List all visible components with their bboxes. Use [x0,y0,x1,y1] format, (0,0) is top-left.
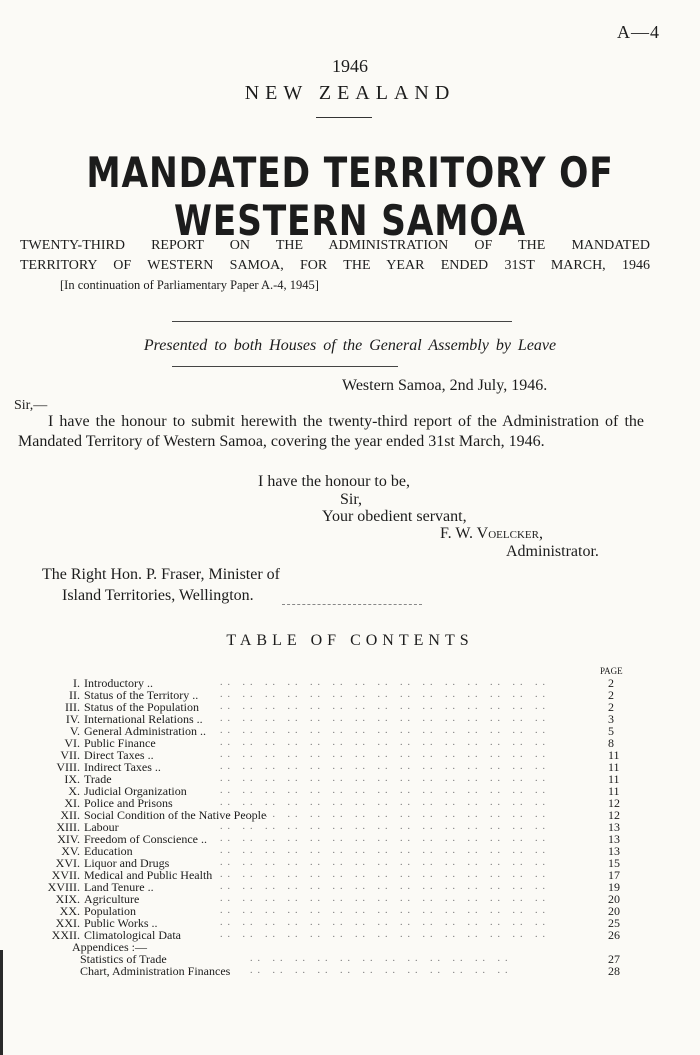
toc-item-label: Public Finance [84,736,156,750]
appendix-label: Chart, Administration Finances [80,964,231,978]
toc-leader: .. .. .. .. .. .. .. .. .. .. .. .. .. .. .. [220,701,550,712]
toc-leader: .. .. .. .. .. .. .. .. .. .. .. .. .. .. .. [220,893,550,904]
toc-item-label: Social Condition of the Native People [84,808,267,822]
toc-item-number: VIII. [56,760,80,774]
toc-leader: .. .. .. .. .. .. .. .. .. .. .. .. .. .. .. [220,869,550,880]
toc-item-page: 13 [608,820,620,834]
place-date: Western Samoa, 2nd July, 1946. [342,377,548,394]
toc-item-label: International Relations .. [84,712,203,726]
toc-item-label: Freedom of Conscience .. [84,832,207,846]
appendices-heading: Appendices :— [72,940,147,954]
letter-body-text: I have the honour to submit herewith the twenty-third report of the Administration of the Mandated Territory of Western Samoa, covering the year ended 31st March, 1946. [18,413,644,450]
toc-leader: .. .. .. .. .. .. .. .. .. .. .. .. .. .. .. [220,713,550,724]
toc-item-number: XV. [61,844,80,858]
divider [282,604,422,605]
toc-item [50,893,630,905]
toc-page-label: PAGE [600,666,623,676]
appendix-item [50,965,630,977]
toc-item-number: XVIII. [47,880,80,894]
toc-item-label: Direct Taxes .. [84,748,154,762]
toc-item [50,833,630,845]
toc-item-page: 25 [608,916,620,930]
toc-item-page: 2 [608,700,614,714]
toc-item-page: 15 [608,856,620,870]
subtitle-line-1: TWENTY-THIRD REPORT ON THE ADMINISTRATION OF THE MANDATED [20,238,650,253]
divider [172,366,398,367]
signature: F. W. Voelcker, [440,525,543,542]
toc-item-label: General Administration .. [84,724,206,738]
toc-item-number: III. [65,700,80,714]
toc-leader: .. .. .. .. .. .. .. .. .. .. .. .. .. .. .. [220,845,550,856]
toc-item-label: Indirect Taxes .. [84,760,161,774]
divider [316,117,372,118]
toc-item-number: II. [69,688,80,702]
toc-item-label: Status of the Territory .. [84,688,199,702]
toc-item-label: Liquor and Drugs [84,856,170,870]
toc-item-label: Land Tenure .. [84,880,154,894]
toc-item-page: 26 [608,928,620,942]
toc-item-label: Population [84,904,137,918]
letter-body [18,412,644,452]
toc-item-page: 11 [608,772,620,786]
toc-item-number: XXI. [55,916,80,930]
salutation: Sir,— [14,398,48,413]
toc-item-number: IX. [64,772,80,786]
table-of-contents [47,676,630,978]
toc-leader: .. .. .. .. .. .. .. .. .. .. .. .. .. .. .. [220,929,550,940]
toc-item-number: I. [73,676,80,690]
toc-item-label: Education [84,844,133,858]
toc-item-number: XVI. [55,856,80,870]
appendix-page: 28 [608,964,620,978]
toc-item-label: Labour [84,820,119,834]
toc-heading: TABLE OF CONTENTS [226,632,474,649]
toc-item-page: 11 [608,748,620,762]
toc-leader: .. .. .. .. .. .. .. .. .. .. .. .. [250,953,513,964]
appendix-page: 27 [608,952,620,966]
toc-item-number: XI. [64,796,80,810]
toc-item-number: XIV. [57,832,80,846]
main-title-line-2: WESTERN SAMOA [173,196,527,245]
toc-item-page: 13 [608,832,620,846]
toc-item-number: XIX. [55,892,80,906]
addressee-line-2: Island Territories, Wellington. [62,587,254,604]
report-subtitle [20,236,650,276]
toc-item [50,809,630,821]
toc-item-label: Agriculture [84,892,140,906]
toc-item-number: XII. [60,808,80,822]
toc-item-page: 17 [608,868,620,882]
toc-item-page: 11 [608,760,620,774]
toc-item-number: X. [68,784,80,798]
toc-item [50,761,630,773]
toc-item-number: VII. [60,748,80,762]
toc-item-page: 13 [608,844,620,858]
toc-leader: .. .. .. .. .. .. .. .. .. .. .. .. .. .. .. [220,785,550,796]
toc-item-label: Judicial Organization [84,784,187,798]
toc-item-page: 20 [608,892,620,906]
toc-item-page: 3 [608,712,614,726]
toc-item-label: Status of the Population [84,700,199,714]
toc-item-number: XX. [59,904,80,918]
appendix-label: Statistics of Trade [80,952,167,966]
toc-item-label: Medical and Public Health [84,868,213,882]
closing-line-1: I have the honour to be, [258,473,410,490]
toc-leader: .. .. .. .. .. .. .. .. .. .. .. .. .. .. .. [220,737,550,748]
toc-leader: .. .. .. .. .. .. .. .. .. .. .. .. .. .. .. [220,857,550,868]
toc-item-number: XVII. [51,868,80,882]
toc-leader: .. .. .. .. .. .. .. .. .. .. .. .. .. .. .. [220,821,550,832]
toc-leader: .. .. .. .. .. .. .. .. .. .. .. .. .. .. .. [220,689,550,700]
divider [172,321,512,322]
presented-line: Presented to both Houses of the General Assembly by Leave [143,337,557,354]
signer-title: Administrator. [506,543,599,560]
toc-item-label: Public Works .. [84,916,158,930]
toc-item-page: 20 [608,904,620,918]
toc-item-page: 5 [608,724,614,738]
toc-leader: .. .. .. .. .. .. .. .. .. .. .. .. .. .. .. [220,677,550,688]
toc-item-page: 11 [608,784,620,798]
toc-item-page: 8 [608,736,614,750]
continuation-note: [In continuation of Parliamentary Paper A.-4, 1945] [60,278,319,292]
toc-leader: .. .. .. .. .. .. .. .. .. .. .. .. .. .. .. [220,749,550,760]
toc-item-number: XXII. [51,928,80,942]
toc-leader: .. .. .. .. .. .. .. .. .. .. .. .. [250,965,513,976]
toc-leader: .. .. .. .. .. .. .. .. .. .. .. .. .. .. .. [220,881,550,892]
addressee [42,564,280,606]
closing-line-2: Sir, [340,491,363,508]
paper-code: A—4 [617,22,660,42]
toc-item-page: 2 [608,676,614,690]
toc-item-number: XIII. [56,820,80,834]
main-title-line-1: MANDATED TERRITORY OF [86,148,614,197]
country: NEW ZEALAND [244,82,456,104]
toc-item-page: 12 [608,796,620,810]
toc-leader: .. .. .. .. .. .. .. .. .. .. .. .. .. .. .. [220,917,550,928]
toc-leader: .. .. .. .. .. .. .. .. .. .. .. .. .. .. .. [220,725,550,736]
toc-leader: .. .. .. .. .. .. .. .. .. .. .. .. .. .. .. [220,797,550,808]
toc-leader: .. .. .. .. .. .. .. .. .. .. .. .. .. .. .. [220,773,550,784]
toc-item-label: Police and Prisons [84,796,173,810]
subtitle-line-2: TERRITORY OF WESTERN SAMOA, FOR THE YEAR ENDED 31ST MARCH, 1946 [20,258,650,273]
toc-item-page: 12 [608,808,620,822]
toc-item-number: VI. [64,736,80,750]
closing-line-3: Your obedient servant, [322,508,467,525]
toc-item-label: Introductory .. [84,676,153,690]
addressee-line-1: The Right Hon. P. Fraser, Minister of [42,566,281,583]
toc-item-page: 2 [608,688,614,702]
toc-leader: .. .. .. .. .. .. .. .. .. .. .. .. .. .. .. [220,833,550,844]
scan-edge [0,950,3,1055]
toc-item-number: IV. [65,712,80,726]
toc-item-label: Trade [84,772,112,786]
year: 1946 [332,56,368,76]
toc-leader: .. .. .. .. .. .. .. .. .. .. .. .. .. .. .. [220,905,550,916]
toc-leader: .. .. .. .. .. .. .. .. .. .. .. .. .. .. .. [220,809,550,820]
toc-item-number: V. [69,724,80,738]
toc-item-page: 19 [608,880,620,894]
toc-leader: .. .. .. .. .. .. .. .. .. .. .. .. .. .. .. [220,761,550,772]
toc-item-label: Climatological Data [84,928,181,942]
